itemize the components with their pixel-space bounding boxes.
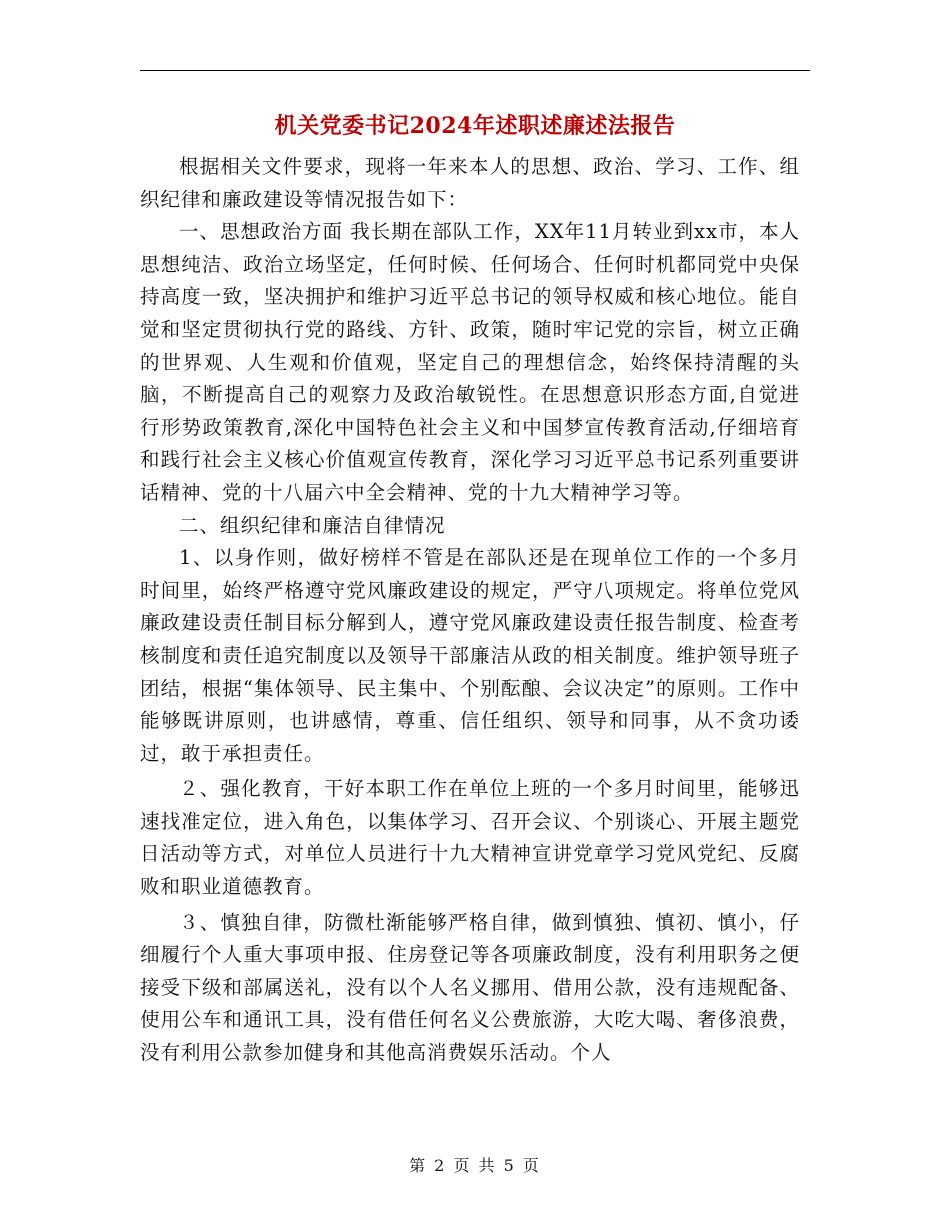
intro-paragraph: 根据相关文件要求，现将一年来本人的思想、政治、学习、工作、组织纪律和廉政建设等情况报告如下： [140,155,800,211]
item-3-paragraph: ３、慎独自律，防微杜渐能够严格自律，做到慎独、慎初、慎小，仔细履行个人重大事项申报、住房登记等各项廉政制度，没有利用职务之便接受下级和部属送礼，没有以个人名义挪用、借用公款，没有违规配备、使用公车和通讯工具，没有借任何名义公费旅游，大吃大喝、奢侈浪费，没有利用公款参加健身和其他高消费娱乐活动。个人 [140,910,800,1065]
section-1-paragraph: 一、思想政治方面 我长期在部队工作，XX年11月转业到xx市，本人思想纯洁、政治立场坚定，任何时候、任何场合、任何时机都同党中央保持高度一致，坚决拥护和维护习近平总书记的领导权威和核心地位。能自觉和坚定贯彻执行党的路线、方针、政策，随时牢记党的宗旨，树立正确的世界观、人生观和价值观，坚定自己的理想信念，始终保持清醒的头脑，不断提高自己的观察力及政治敏锐性。在思想意识形态方面,自觉进行形势政策教育,深化中国特色社会主义和中国梦宣传教育活动,仔细培育和践行社会主义核心价值观宣传教育，深化学习习近平总书记系列重要讲话精神、党的十八届六中全会精神、党的十九大精神学习等。 [140,220,800,504]
header-rule [140,70,810,71]
item-2-paragraph: ２、强化教育，干好本职工作在单位上班的一个多月时间里，能够迅速找准定位，进入角色，以集体学习、召开会议、个别谈心、开展主题党日活动等方式，对单位人员进行十九大精神宣讲党章学习党风党纪、反腐败和职业道德教育。 [140,777,800,899]
document-body [140,151,800,1070]
document-title: 机关党委书记2024年述职述廉述法报告 [274,113,676,139]
item-1-paragraph: 1、以身作则，做好榜样不管是在部队还是在现单位工作的一个多月时间里，始终严格遵守党风廉政建设的规定，严守八项规定。将单位党风廉政建设责任制目标分解到人，遵守党风廉政建设责任报告制度、检查考核制度和责任追究制度以及领导干部廉洁从政的相关制度。维护领导班子团结，根据“集体领导、民主集中、个别酝酿、会议决定”的原则。工作中能够既讲原则，也讲感情，尊重、信任组织、领导和同事，从不贪功诿过，敢于承担责任。 [140,546,800,765]
page-number: 第 2 页 共 5 页 [409,1156,541,1175]
section-2-heading: 二、组织纪律和廉洁自律情况 [179,513,446,537]
